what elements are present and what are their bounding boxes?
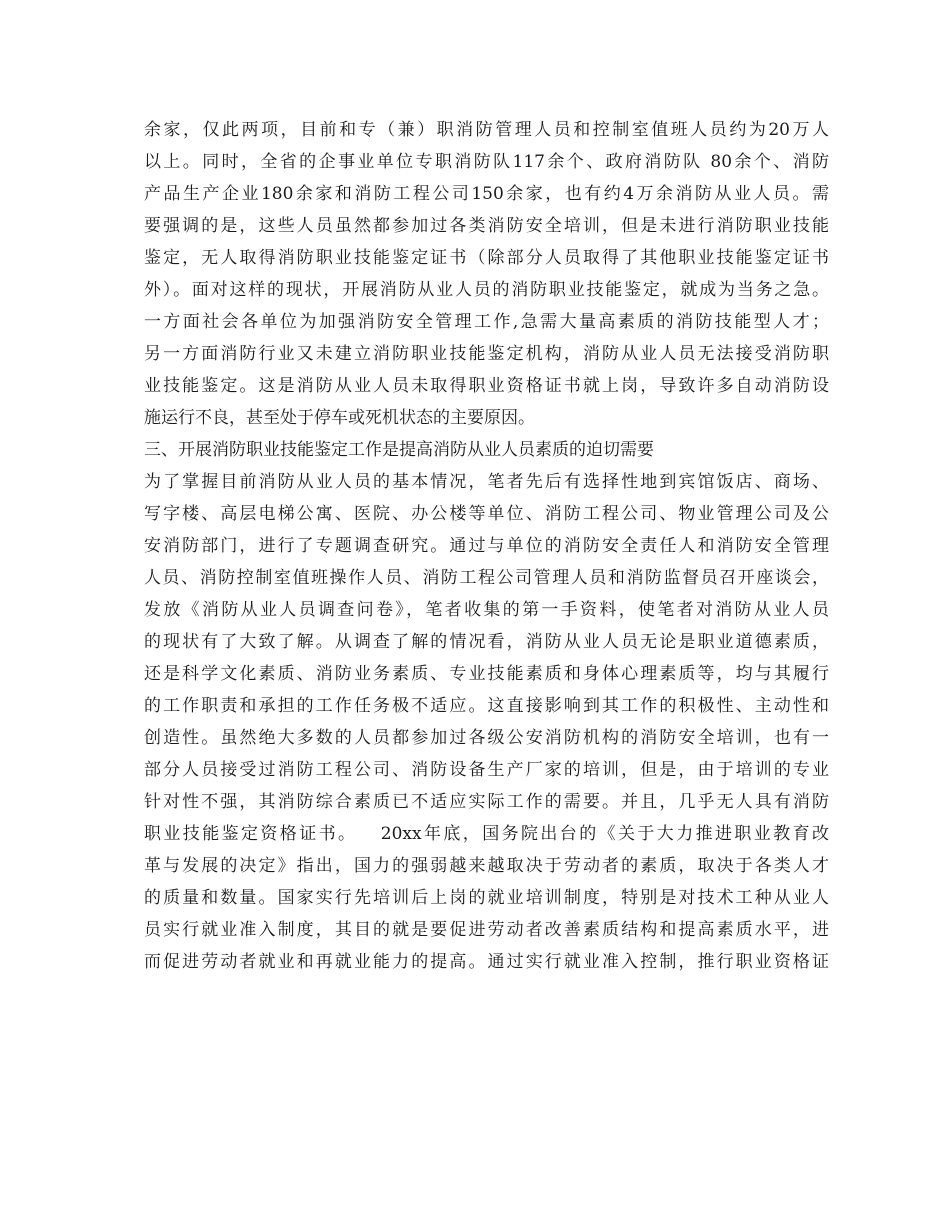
text-line: 一方面社会各单位为加强消防安全管理工作,急需大量高素质的消防技能型人才； <box>144 312 829 332</box>
text-line: 以上。同时，全省的企事业单位专职消防队117余个、政府消防队 80余个、消防 <box>144 152 829 172</box>
text-line: 的质量和数量。国家实行先培训后上岗的就业培训制度，特别是对技术工种从业人 <box>144 888 829 908</box>
text-line: 施运行不良，甚至处于停车或死机状态的主要原因。 <box>144 408 535 428</box>
text-line: 员实行就业准入制度，其目的就是要促进劳动者改善素质结构和提高素质水平，进 <box>144 920 829 940</box>
text-line: 要强调的是，这些人员虽然都参加过各类消防安全培训，但是未进行消防职业技能 <box>144 216 829 236</box>
text-line: 另一方面消防行业又未建立消防职业技能鉴定机构，消防从业人员无法接受消防职 <box>144 344 829 364</box>
text-line: 安消防部门，进行了专题调查研究。通过与单位的消防安全责任人和消防安全管理 <box>144 536 829 556</box>
text-line: 鉴定，无人取得消防职业技能鉴定证书（除部分人员取得了其他职业技能鉴定证书 <box>144 248 829 268</box>
text-line: 部分人员接受过消防工程公司、消防设备生产厂家的培训，但是，由于培训的专业 <box>144 760 829 780</box>
text-line: 而促进劳动者就业和再就业能力的提高。通过实行就业准入控制，推行职业资格证 <box>144 952 829 972</box>
text-line: 业技能鉴定。这是消防从业人员未取得职业资格证书就上岗，导致许多自动消防设 <box>144 376 829 396</box>
text-line: 余家，仅此两项，目前和专（兼）职消防管理人员和控制室值班人员约为20万人 <box>144 120 829 140</box>
text-line: 的工作职责和承担的工作任务极不适应。这直接影响到其工作的积极性、主动性和 <box>144 696 829 716</box>
text-line: 为了掌握目前消防从业人员的基本情况，笔者先后有选择性地到宾馆饭店、商场、 <box>144 472 829 492</box>
section-heading: 三、开展消防职业技能鉴定工作是提高消防从业人员素质的迫切需要 <box>144 440 654 460</box>
text-line: 写字楼、高层电梯公寓、医院、办公楼等单位、消防工程公司、物业管理公司及公 <box>144 504 829 524</box>
text-line: 创造性。虽然绝大多数的人员都参加过各级公安消防机构的消防安全培训，也有一 <box>144 728 829 748</box>
text-line: 职业技能鉴定资格证书。 20xx年底，国务院出台的《关于大力推进职业教育改 <box>144 824 829 844</box>
text-line: 还是科学文化素质、消防业务素质、专业技能素质和身体心理素质等，均与其履行 <box>144 664 829 684</box>
body-text <box>144 114 829 978</box>
text-line: 产品生产企业180余家和消防工程公司150余家，也有约4万余消防从业人员。需 <box>144 184 829 204</box>
text-line: 人员、消防控制室值班操作人员、消防工程公司管理人员和消防监督员召开座谈会， <box>144 568 829 588</box>
text-line: 发放《消防从业人员调查问卷》，笔者收集的第一手资料，使笔者对消防从业人员 <box>144 600 829 620</box>
text-line: 外）。面对这样的现状，开展消防从业人员的消防职业技能鉴定，就成为当务之急。 <box>144 280 829 300</box>
text-line: 革与发展的决定》指出，国力的强弱越来越取决于劳动者的素质，取决于各类人才 <box>144 856 829 876</box>
text-line: 针对性不强，其消防综合素质已不适应实际工作的需要。并且，几乎无人具有消防 <box>144 792 829 812</box>
text-line: 的现状有了大致了解。从调查了解的情况看，消防从业人员无论是职业道德素质， <box>144 632 829 652</box>
